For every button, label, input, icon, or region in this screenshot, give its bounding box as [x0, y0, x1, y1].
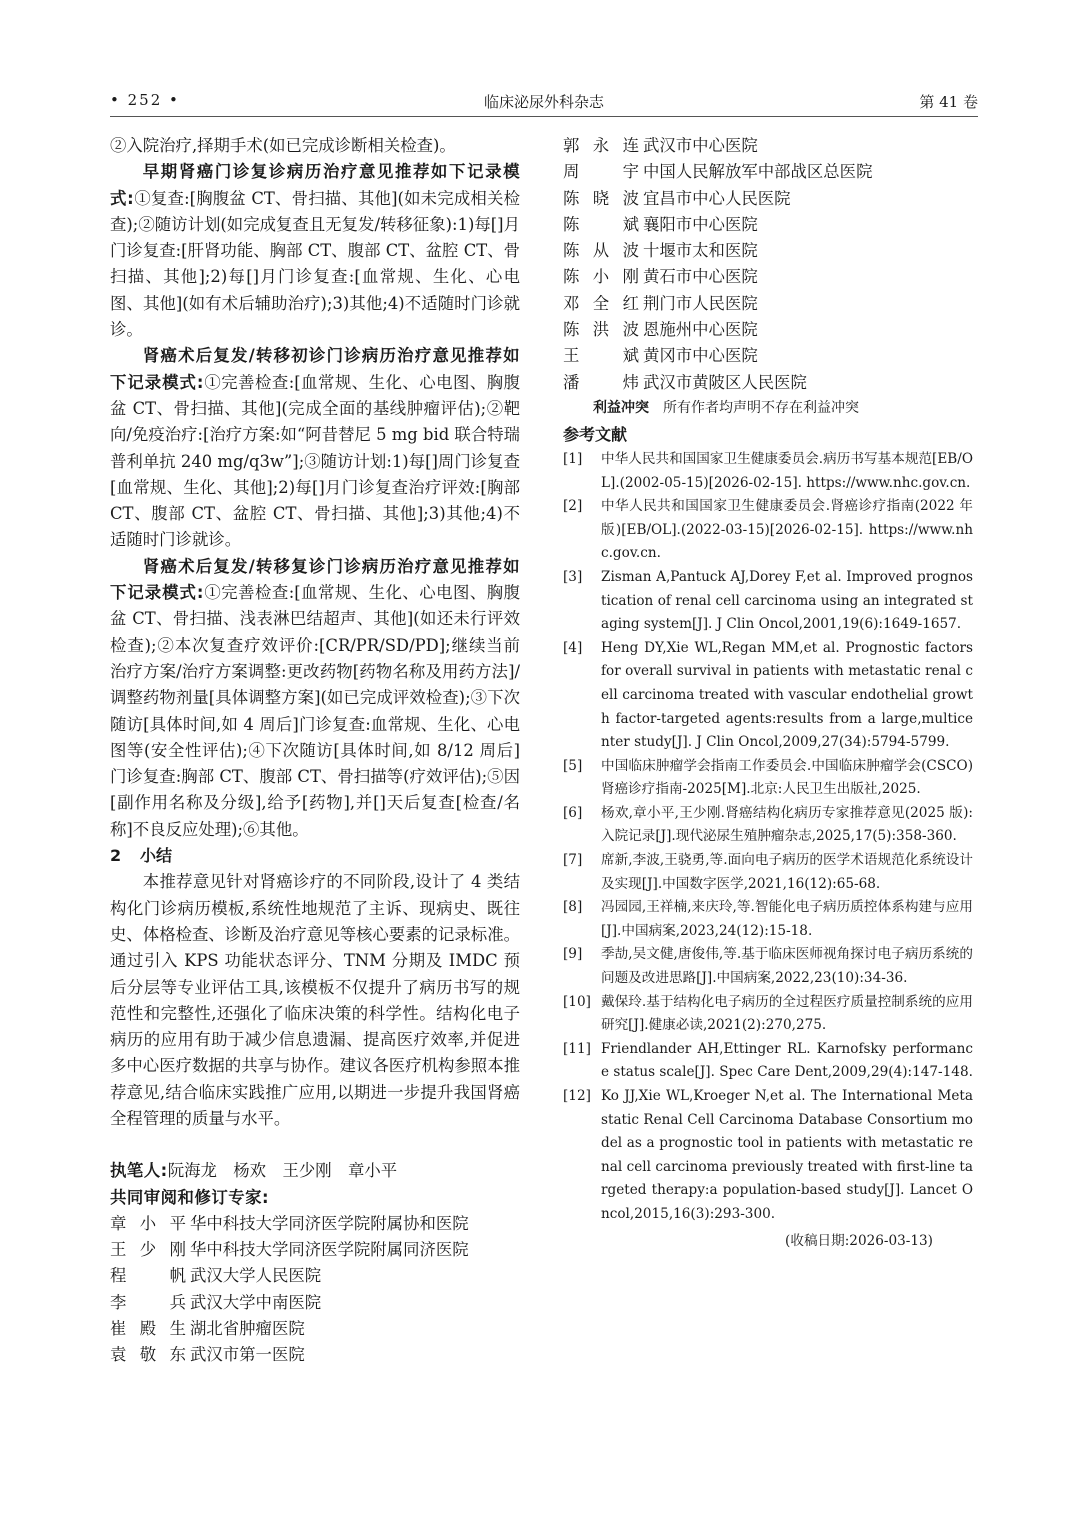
expert-list-left — [110, 1211, 520, 1369]
reference-text: 戴保玲.基于结构化电子病历的全过程医疗质量控制系统的应用研究[J].健康必读,2021(2):270,275. — [601, 993, 973, 1034]
conflict-of-interest — [563, 396, 973, 420]
reference-text: 杨欢,章小平,王少刚.肾癌结构化病历专家推荐意见(2025 版):入院记录[J].现代泌尿生殖肿瘤杂志,2025,17(5):358-360. — [601, 804, 973, 845]
expert-institution: 中国人民解放军中部战区总医院 — [643, 162, 873, 182]
section-number: 2 — [110, 846, 122, 866]
reference-index: [5] — [563, 757, 583, 774]
reference-text: 中华人民共和国国家卫生健康委员会.病历书写基本规范[EB/OL].(2002-05-15)[2026-02-15]. https://www.nhc.gov.cn. — [601, 450, 973, 491]
references-title: 参考文献 — [563, 424, 628, 444]
expert-institution: 华中科技大学同济医学院附属同济医院 — [190, 1240, 469, 1260]
expert-row — [563, 291, 973, 317]
expert-name: 陈斌 — [563, 214, 639, 234]
reference-item — [563, 1038, 973, 1085]
paragraph-body: ①完善检查:[血常规、生化、心电图、胸腹盆 CT、骨扫描、其他](完成全面的基线肿瘤评估);②靶向/免疫治疗:[治疗方案:如“阿昔替尼 5 mg bid 联合特瑞普利单抗 240 mg/q3w”];③随访计划:1)每[]周门诊复查[血常规、生化、其他];2)每[]月门诊复查治疗评效:[胸部 CT、腹部 CT、盆腔 CT、骨扫描、其他];3)其他;4)不适随时门诊就诊。 — [110, 372, 520, 550]
expert-institution: 黄石市中心医院 — [643, 267, 758, 287]
reference-item — [563, 849, 973, 896]
expert-row — [563, 264, 973, 290]
reference-text: 席新,李波,王骁勇,等.面向电子病历的医学术语规范化系统设计及实现[J].中国数字医学,2021,16(12):65-68. — [601, 852, 973, 892]
paragraph-recurrence-followup — [110, 554, 520, 843]
expert-institution: 襄阳市中心医院 — [643, 214, 758, 234]
section-title: 小结 — [140, 846, 173, 866]
reference-item — [563, 495, 973, 566]
expert-name: 陈小刚 — [563, 267, 639, 287]
authors-block — [110, 1158, 520, 1368]
expert-name: 王斌 — [563, 346, 639, 366]
paragraph-body: ①复查:[胸腹盆 CT、骨扫描、其他](如未完成相关检查);②随访计划(如完成复查且无复发/转移征象):1)每[]月门诊复查:[肝肾功能、胸部 CT、腹部 CT、盆腔 CT、骨扫描、其他];2)每[]月门诊复查:[血常规、生化、心电图、其他](如有术后辅助治疗);3)其他;4)不适随时门诊就诊。 — [110, 188, 520, 340]
expert-name: 邓全红 — [563, 293, 639, 313]
reference-text: 季劼,吴文健,唐俊伟,等.基于临床医师视角探讨电子病历系统的问题及改进思路[J].中国病案,2022,23(10):34-36. — [601, 946, 973, 987]
reviewers-label: 共同审阅和修订专家: — [110, 1187, 270, 1207]
expert-row — [563, 317, 973, 343]
expert-row — [110, 1237, 520, 1263]
expert-row — [110, 1316, 520, 1342]
reference-text: Zisman A,Pantuck AJ,Dorey F,et al. Improved prognostication of renal cell carcinoma using an integrated staging system[J]. J Clin Oncol,2001,19(6):1649-1657. — [601, 568, 973, 633]
reference-item — [563, 755, 973, 802]
reference-index: [7] — [563, 852, 583, 869]
reference-text: Ko JJ,Xie WL,Kroeger N,et al. The International Metastatic Renal Cell Carcinoma Database Consortium model as a prognostic tool in patients with metastatic renal cell carcinoma previously treated with first-line targeted therapy:a population-based study[J]. Lancet Oncol,2015,16(3):293-300. — [601, 1088, 973, 1222]
page-number: • 252 • — [110, 91, 180, 109]
reference-list — [563, 448, 973, 1227]
expert-list-right — [563, 133, 973, 396]
conflict-label: 利益冲突 — [593, 399, 649, 416]
expert-name: 潘炜 — [563, 372, 639, 392]
expert-row — [563, 238, 973, 264]
reference-item — [563, 566, 973, 637]
reference-index: [3] — [563, 568, 583, 585]
reference-item — [563, 896, 973, 943]
expert-institution: 荆门市人民医院 — [643, 293, 758, 313]
reference-index: [8] — [563, 899, 583, 916]
expert-institution: 武汉大学人民医院 — [190, 1266, 322, 1286]
expert-name: 陈从波 — [563, 241, 639, 261]
received-date: (收稿日期:2026-03-13) — [785, 1232, 933, 1249]
expert-name: 袁敬东 — [110, 1345, 186, 1365]
reference-index: [9] — [563, 946, 583, 963]
expert-name: 陈晓波 — [563, 188, 639, 208]
running-header — [110, 88, 978, 117]
left-column — [110, 133, 520, 1369]
reference-item — [563, 943, 973, 990]
reference-text: Heng DY,Xie WL,Regan MM,et al. Prognostic factors for overall survival in patients with metastatic renal cell carcinoma treated with vascular endothelial growth factor-targeted agents:results from a large,multicenter study[J]. J Clin Oncol,2009,27(34):5794-5799. — [601, 639, 973, 751]
reference-index: [2] — [563, 498, 583, 515]
expert-name: 程帆 — [110, 1266, 186, 1286]
reference-text: 中华人民共和国国家卫生健康委员会.肾癌诊疗指南(2022 年版)[EB/OL].(2022-03-15)[2026-02-15]. https://www.nhc.gov.cn. — [601, 498, 973, 562]
expert-institution: 武汉市第一医院 — [190, 1345, 305, 1365]
reference-item — [563, 637, 973, 755]
writers-names: 阮海龙 杨欢 王少刚 章小平 — [167, 1161, 398, 1181]
reference-index: [6] — [563, 804, 583, 821]
reference-index: [1] — [563, 450, 583, 467]
expert-row — [110, 1211, 520, 1237]
paragraph-lead: 早期肾癌门诊复诊病历治疗意见推荐如下记录模式: — [110, 162, 520, 208]
paragraph-lead: 肾癌术后复发/转移初诊门诊病历治疗意见推荐如下记录模式: — [110, 346, 520, 392]
reference-text: 冯园园,王祥楠,来庆玲,等.智能化电子病历质控体系构建与应用[J].中国病案,2023,24(12):15-18. — [601, 899, 973, 939]
expert-name: 章小平 — [110, 1213, 186, 1233]
paragraph-recurrence-initial — [110, 343, 520, 553]
paragraph-continuation: ②入院治疗,择期手术(如已完成诊断相关检查)。 — [110, 136, 456, 155]
expert-name: 李兵 — [110, 1292, 186, 1312]
expert-name: 王少刚 — [110, 1240, 186, 1260]
reference-index: [11] — [563, 1040, 591, 1057]
expert-row — [110, 1290, 520, 1316]
expert-row — [563, 186, 973, 212]
paragraph-lead: 肾癌术后复发/转移复诊门诊病历治疗意见推荐如下记录模式: — [110, 556, 520, 603]
expert-row — [563, 133, 973, 159]
expert-row — [110, 1263, 520, 1289]
writers-label: 执笔人: — [110, 1161, 168, 1181]
writers-line — [110, 1158, 520, 1184]
expert-row — [563, 370, 973, 396]
expert-name: 陈洪波 — [563, 320, 639, 340]
volume-label: 第 41 卷 — [919, 93, 978, 111]
expert-institution: 十堰市太和医院 — [643, 241, 758, 261]
right-column — [563, 133, 973, 1253]
reference-item — [563, 802, 973, 849]
reference-index: [10] — [563, 993, 591, 1010]
expert-institution: 武汉市中心医院 — [643, 136, 758, 155]
reference-text: 中国临床肿瘤学会指南工作委员会.中国临床肿瘤学会(CSCO)肾癌诊疗指南-2025[M].北京:人民卫生出版社,2025. — [601, 757, 973, 798]
journal-title: 临床泌尿外科杂志 — [483, 93, 604, 111]
conflict-text: 所有作者均声明不存在利益冲突 — [663, 399, 859, 416]
expert-institution: 武汉市黄陂区人民医院 — [643, 372, 807, 392]
expert-institution: 华中科技大学同济医学院附属协和医院 — [190, 1213, 469, 1233]
paragraph-body: ①完善检查:[血常规、生化、心电图、胸腹盆 CT、骨扫描、浅表淋巴结超声、其他](如还未行评效检查);②本次复查疗效评价:[CR/PR/SD/PD];继续当前治疗方案/治疗方案调整:更改药物[药物名称及用药方法]/调整药物剂量[具体调整方案](如已完成评效检查);③下次随访[具体时间,如 4 周后]门诊复查:血常规、生化、心电图等(安全性评估);④下次随访[具体时间,如 8/12 周后]门诊复查:胸部 CT、腹部 CT、骨扫描等(疗效评估);⑤因[副作用名称及分级],给予[药物],并[]天后复查[检查/名称]不良反应处理);⑥其他。 — [110, 583, 520, 839]
reference-index: [12] — [563, 1088, 591, 1104]
reference-item — [563, 448, 973, 495]
expert-institution: 黄冈市中心医院 — [643, 346, 758, 366]
expert-row — [563, 159, 973, 185]
expert-institution: 湖北省肿瘤医院 — [190, 1319, 305, 1339]
expert-row — [110, 1342, 520, 1368]
expert-institution: 恩施州中心医院 — [643, 320, 758, 340]
reference-item — [563, 1085, 973, 1227]
expert-institution: 武汉大学中南医院 — [190, 1292, 322, 1312]
summary-paragraph: 本推荐意见针对肾癌诊疗的不同阶段,设计了 4 类结构化门诊病历模板,系统性地规范了主诉、现病史、既往史、体格检查、诊断及治疗意见等核心要素的记录标准。通过引入 KPS 功能状态评分、TNM 分期及 IMDC 预后分层等专业评估工具,该模板不仅提升了病历书写的规范性和完整性,还强化了临床决策的科学性。结构化电子病历的应用有助于减少信息遗漏、提高医疗效率,并促进多中心医疗数据的共享与协作。建议各医疗机构参照本推荐意见,结合临床实践推广应用,以期进一步提升我国肾癌全程管理的质量与水平。 — [110, 872, 520, 1128]
paragraph-early-followup — [110, 159, 520, 343]
expert-name: 周宇 — [563, 162, 639, 182]
expert-row — [563, 343, 973, 369]
reference-index: [4] — [563, 639, 583, 656]
expert-name: 郭永连 — [563, 136, 639, 155]
expert-institution: 宜昌市中心人民医院 — [643, 188, 791, 208]
section-heading — [110, 843, 520, 869]
reference-item — [563, 991, 973, 1038]
expert-row — [563, 212, 973, 238]
reference-text: Friendlander AH,Ettinger RL. Karnofsky performance status scale[J]. Spec Care Dent,2009,29(4):147-148. — [601, 1040, 973, 1081]
expert-name: 崔殿生 — [110, 1319, 186, 1339]
